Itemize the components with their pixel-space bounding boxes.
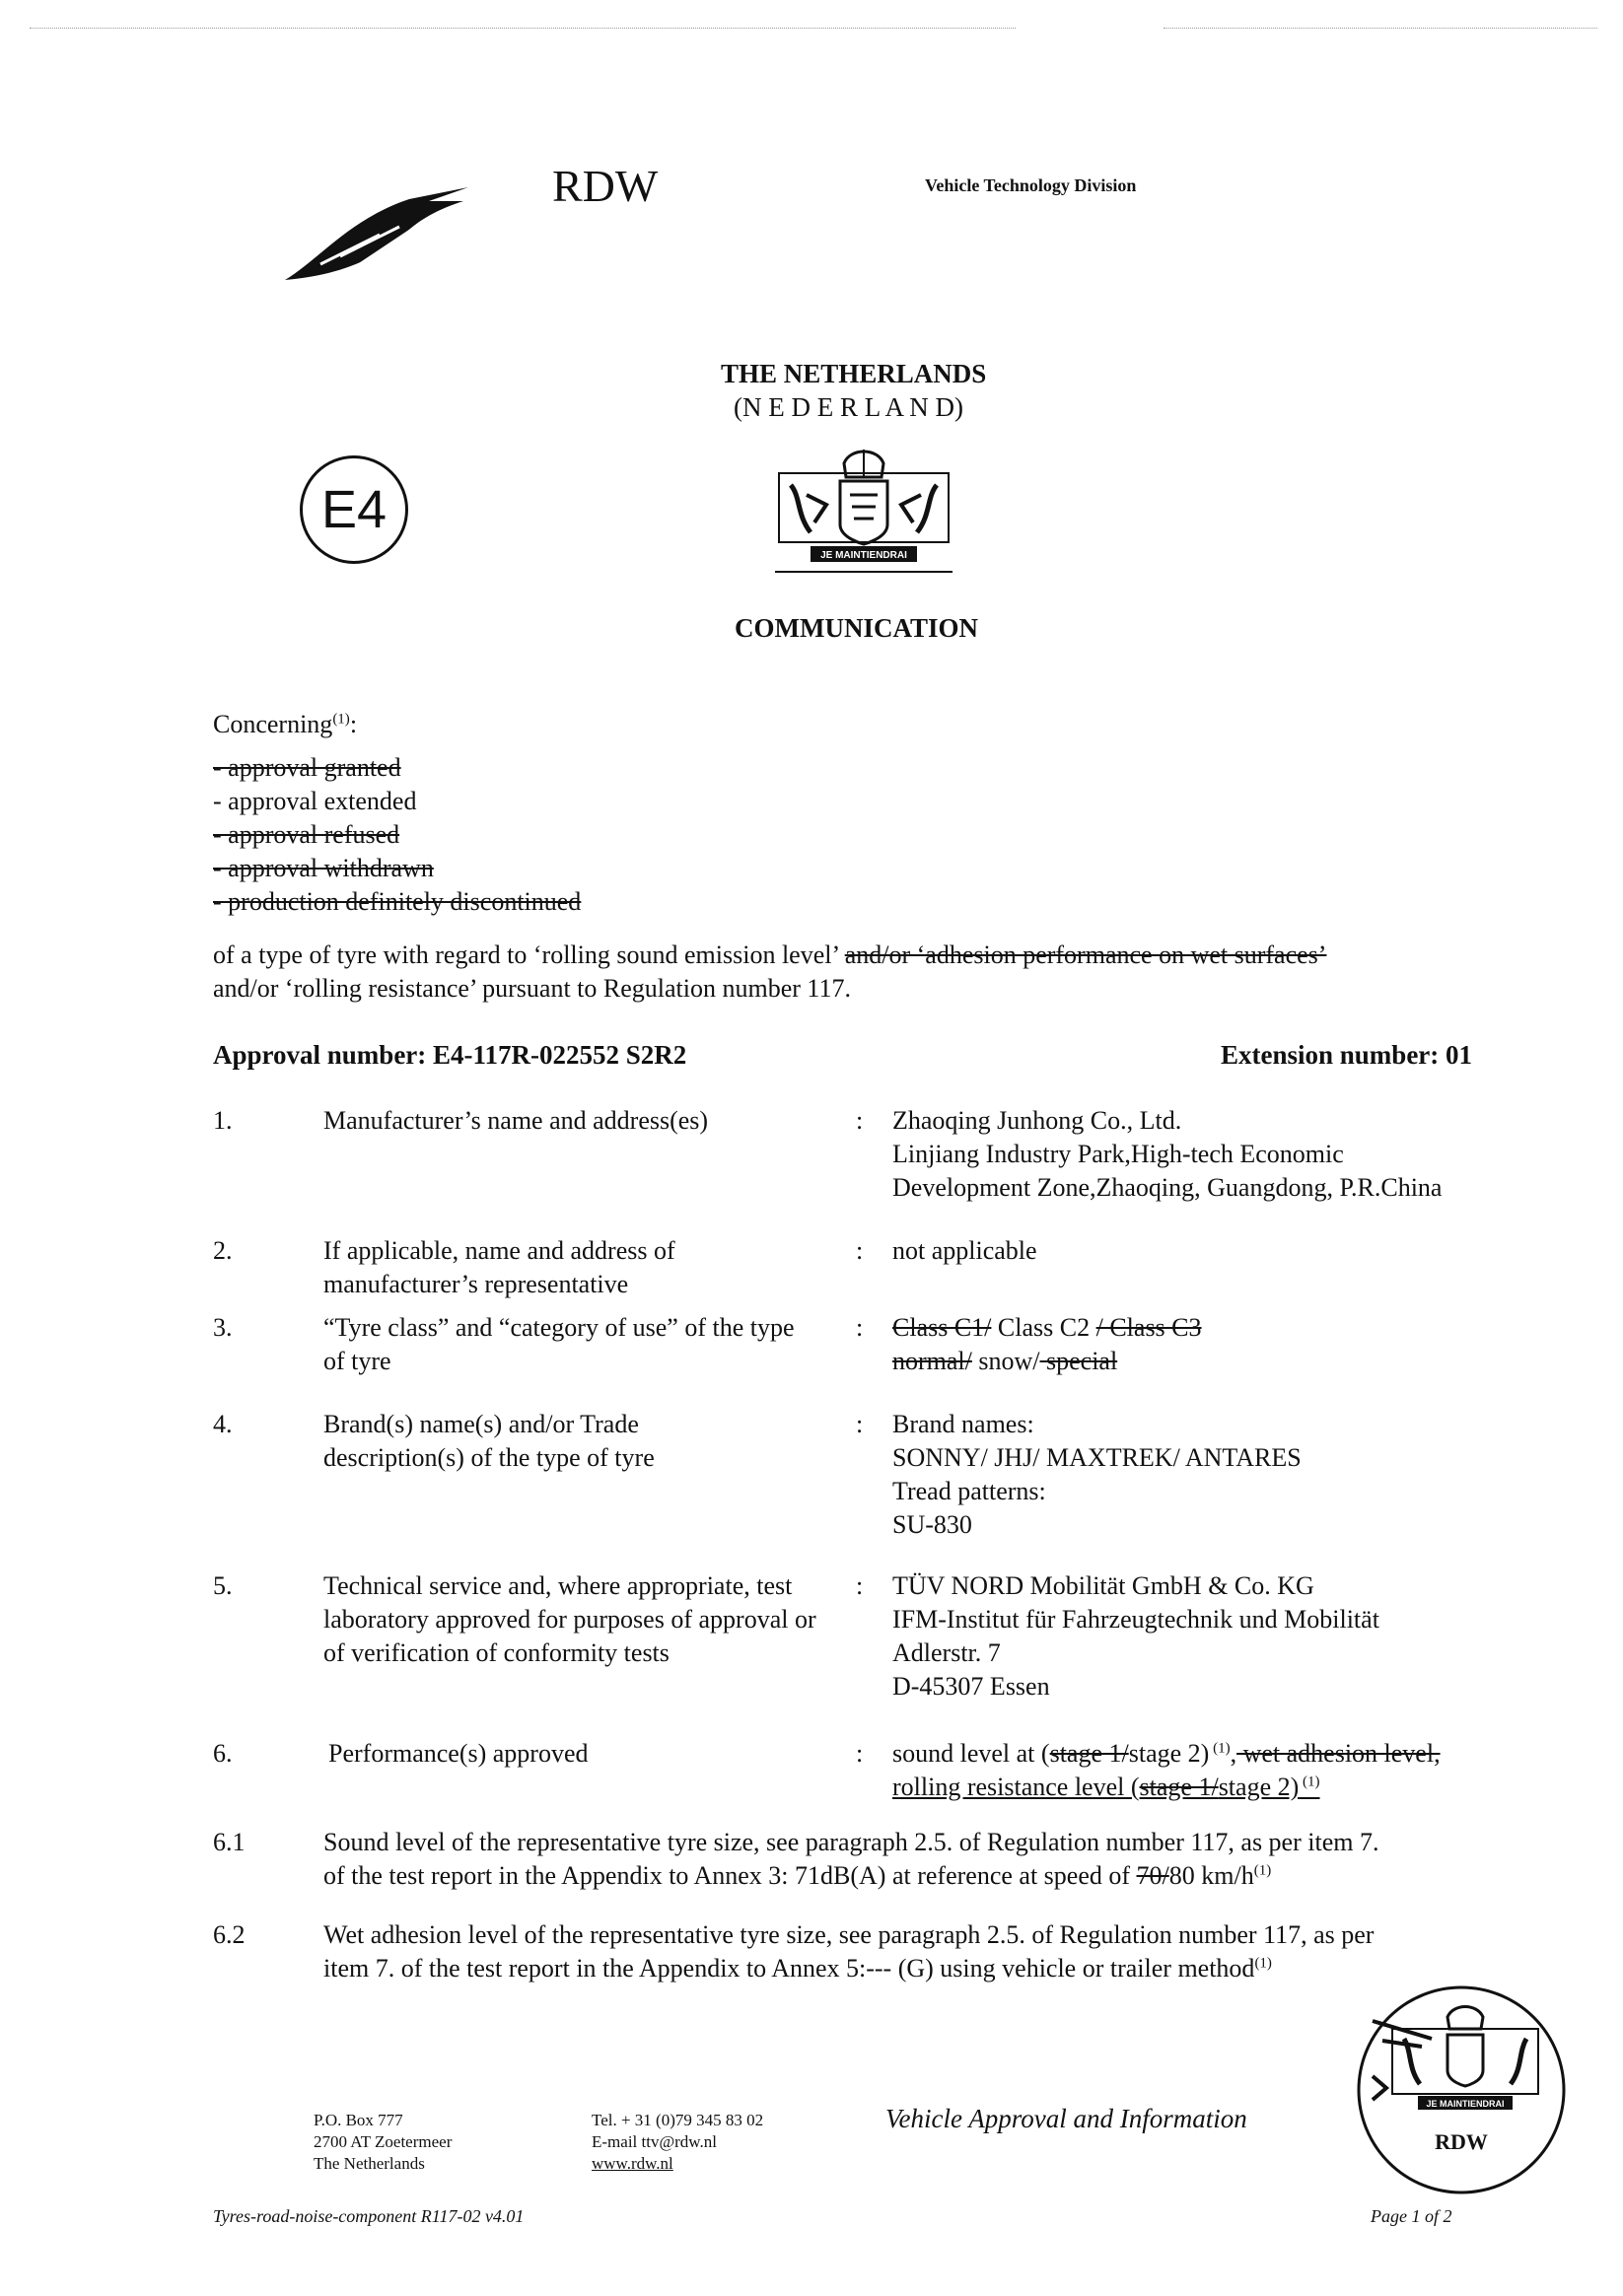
option-production-discontinued: - production definitely discontinued xyxy=(213,887,582,916)
footnote-marker: (1) xyxy=(1254,1955,1272,1972)
division-name: Vehicle Technology Division xyxy=(925,175,1137,195)
page-number: Page 1 of 2 xyxy=(1371,2206,1452,2226)
footnote-marker: (1) xyxy=(1209,1740,1231,1757)
sound-level-sentence-2 xyxy=(323,1859,1586,1893)
item-colon: : xyxy=(856,1236,864,1265)
manufacturer-name: Zhaoqing Junhong Co., Ltd. xyxy=(892,1106,1182,1135)
comma: , xyxy=(1230,1739,1237,1768)
sound-level-line xyxy=(892,1737,1583,1771)
e4-mark xyxy=(300,455,408,564)
item-label: “Tyre class” and “category of use” of the type of tyre xyxy=(323,1313,795,1375)
sound-text: of the test report in the Appendix to Annex 3: 71dB(A) at reference at speed of xyxy=(323,1861,1137,1890)
item-label: Technical service and, where appropriate, test laboratory approved for purposes of approval or of verification of conformity tests xyxy=(323,1571,816,1667)
footnote-marker: (1) xyxy=(1253,1862,1272,1879)
speed-70-struck: 70/ xyxy=(1136,1861,1169,1890)
intro-struck-text: and/or ‘adhesion performance on wet surfaces’ xyxy=(844,940,1327,969)
concerning-heading xyxy=(213,708,357,741)
concerning-label: Concerning xyxy=(213,710,333,738)
item-label: Performance(s) approved xyxy=(328,1739,589,1768)
brand-names-label: Brand names: xyxy=(892,1410,1034,1438)
rr-stage-1: stage 1/ xyxy=(1139,1773,1219,1801)
item-number: 6.1 xyxy=(213,1828,246,1856)
item-number: 3. xyxy=(213,1313,233,1342)
footnote-marker: (1) xyxy=(1299,1774,1320,1790)
stamp-motto: JE MAINTIENDRAI xyxy=(1426,2099,1505,2109)
sound-level-sentence-1: Sound level of the representative tyre size, see paragraph 2.5. of Regulation number 117, as per item 7. xyxy=(323,1828,1379,1856)
tread-patterns-value: SU-830 xyxy=(892,1510,972,1539)
rr-stage-2: stage 2) xyxy=(1218,1773,1300,1801)
item-text xyxy=(323,1826,1586,1893)
website-link[interactable]: www.rdw.nl xyxy=(592,2154,673,2173)
brand-names-value: SONNY/ JHJ/ MAXTREK/ ANTARES xyxy=(892,1443,1302,1472)
rdw-leaf-logo xyxy=(281,179,478,284)
rdw-title: RDW xyxy=(552,161,659,211)
concerning-option-list xyxy=(213,751,581,919)
email: E-mail ttv@rdw.nl xyxy=(592,2132,717,2151)
country: The Netherlands xyxy=(314,2154,425,2173)
footer-contact xyxy=(592,2110,763,2175)
item-label: Manufacturer’s name and address(es) xyxy=(323,1106,709,1135)
technical-service-city: D-45307 Essen xyxy=(892,1672,1050,1701)
class-c1: Class C1/ xyxy=(892,1313,992,1342)
wet-adhesion-level: wet adhesion level, xyxy=(1236,1739,1441,1768)
wet-text: item 7. of the test report in the Appendix to Annex 5:--- (G) using vehicle or trailer method xyxy=(323,1954,1255,1983)
rolling-resistance-text: rolling resistance level ( xyxy=(892,1773,1140,1801)
class-c3: / Class C3 xyxy=(1095,1313,1202,1342)
use-normal: normal/ xyxy=(892,1347,972,1375)
item-number: 6.2 xyxy=(213,1920,246,1949)
po-box: P.O. Box 777 xyxy=(314,2111,403,2129)
postal-city: 2700 AT Zoetermeer xyxy=(314,2132,453,2151)
tyre-class-line xyxy=(892,1311,1583,1345)
manufacturer-address-line: Linjiang Industry Park,High-tech Economic xyxy=(892,1140,1344,1168)
wet-adhesion-sentence-2 xyxy=(323,1952,1586,1985)
template-reference: Tyres-road-noise-component R117-02 v4.01 xyxy=(213,2206,525,2226)
country-native-name: (N E D E R L A N D) xyxy=(734,392,963,422)
item-colon: : xyxy=(856,1571,864,1600)
item-number: 1. xyxy=(213,1106,233,1135)
concerning-footnote-marker: (1) xyxy=(332,711,350,728)
category-of-use-line xyxy=(892,1345,1583,1378)
option-approval-refused: - approval refused xyxy=(213,820,400,849)
intro-paragraph xyxy=(213,939,1515,1006)
approval-number: Approval number: E4-117R-022552 S2R2 xyxy=(213,1040,687,1070)
sound-level-text: sound level at ( xyxy=(892,1739,1050,1768)
intro-text-2: and/or ‘rolling resistance’ pursuant to Regulation number 117. xyxy=(213,974,851,1003)
item-number: 4. xyxy=(213,1410,233,1438)
item-value xyxy=(892,1104,1583,1205)
option-approval-granted: - approval granted xyxy=(213,753,401,782)
item-number: 6. xyxy=(213,1739,233,1768)
item-colon: : xyxy=(856,1739,864,1768)
item-value xyxy=(892,1311,1583,1378)
speed-80: 80 km/h xyxy=(1168,1861,1254,1890)
item-colon: : xyxy=(856,1313,864,1342)
coat-of-arms-icon xyxy=(771,446,956,582)
e4-mark-label: E4 xyxy=(320,480,388,539)
item-label: If applicable, name and address of manufacturer’s representative xyxy=(323,1236,675,1298)
intro-text-1: of a type of tyre with regard to ‘rolling sound emission level’ xyxy=(213,940,845,969)
footer-tagline: Vehicle Approval and Information xyxy=(885,2104,1247,2133)
item-value: not applicable xyxy=(892,1236,1037,1265)
item-number: 2. xyxy=(213,1236,233,1265)
manufacturer-address-line: Development Zone,Zhaoqing, Guangdong, P.R.China xyxy=(892,1173,1443,1202)
item-colon: : xyxy=(856,1106,864,1135)
extension-number: Extension number: 01 xyxy=(1221,1040,1473,1070)
item-value xyxy=(892,1569,1583,1704)
technical-service-name: TÜV NORD Mobilität GmbH & Co. KG xyxy=(892,1571,1314,1600)
technical-service-street: Adlerstr. 7 xyxy=(892,1638,1001,1667)
sound-stage-2: stage 2) xyxy=(1128,1739,1210,1768)
technical-service-institute: IFM-Institut für Fahrzeugtechnik und Mobilität xyxy=(892,1605,1379,1634)
item-colon: : xyxy=(856,1410,864,1438)
item-label: Brand(s) name(s) and/or Trade description(s) of the type of tyre xyxy=(323,1410,655,1472)
country-name: THE NETHERLANDS xyxy=(721,359,987,388)
option-approval-extended: - approval extended xyxy=(213,787,417,815)
rdw-stamp-icon xyxy=(1353,1982,1570,2198)
item-text xyxy=(323,1918,1586,1985)
rolling-resistance-line xyxy=(892,1771,1583,1804)
tread-patterns-label: Tread patterns: xyxy=(892,1477,1046,1505)
concerning-colon: : xyxy=(349,710,358,738)
use-snow: snow/ xyxy=(971,1347,1040,1375)
option-approval-withdrawn: - approval withdrawn xyxy=(213,854,434,882)
item-value xyxy=(892,1737,1583,1804)
telephone: Tel. + 31 (0)79 345 83 02 xyxy=(592,2111,764,2129)
use-special: special xyxy=(1039,1347,1118,1375)
crest-motto: JE MAINTIENDRAI xyxy=(820,550,907,561)
scan-edge-line xyxy=(1164,28,1597,30)
stamp-org: RDW xyxy=(1435,2129,1488,2154)
item-number: 5. xyxy=(213,1571,233,1600)
class-c2: Class C2 xyxy=(991,1313,1096,1342)
item-value xyxy=(892,1408,1583,1542)
sound-stage-1: stage 1/ xyxy=(1049,1739,1129,1768)
scan-edge-line xyxy=(30,28,1016,30)
wet-adhesion-sentence-1: Wet adhesion level of the representative tyre size, see paragraph 2.5. of Regulation number 117, as per xyxy=(323,1920,1375,1949)
footer-address xyxy=(314,2110,452,2175)
document-type: COMMUNICATION xyxy=(735,613,978,643)
